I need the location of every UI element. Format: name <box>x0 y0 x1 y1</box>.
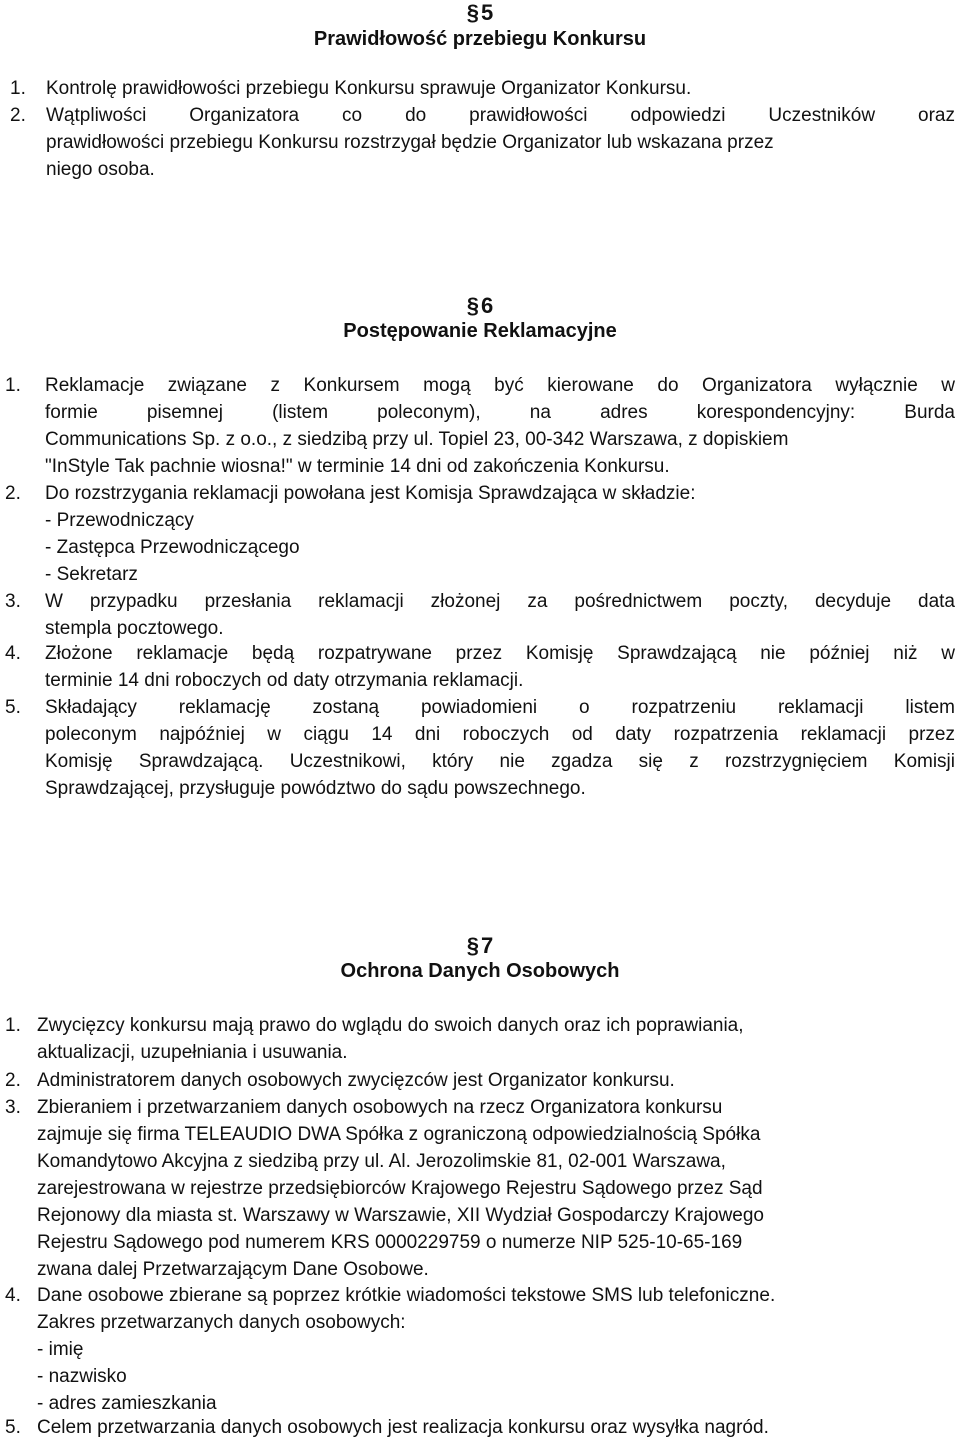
section-5-number: §5 <box>466 0 494 25</box>
section-symbol: § <box>466 933 479 958</box>
section-6-number: §6 <box>466 293 494 318</box>
section-symbol: § <box>466 293 479 318</box>
section-7-title: Ochrona Danych Osobowych <box>340 960 620 982</box>
section-6-title: Postępowanie Reklamacyjne <box>343 320 617 342</box>
section-symbol: § <box>466 0 479 25</box>
document-page: §5 Prawidłowość przebiegu Konkursu 1. Kontrolę prawidłowości przebiegu Konkursu sprawuje Organizator Konkursu. 2. Wątpliwości Organizatora co do prawidłowości odpowiedzi Uczestników oraz prawidłowości przebiegu Konkursu rozstrzygał będzie Organizator lub wskazana przez niego osoba. §6 Postępowanie Reklamacyjne 1. Reklamacje związane z Konkursem mogą być kierowane do Organizatora wyłącznie w formie pisemnej (listem poleconym), na adres korespondencyjny: Burda Communications Sp. z o.o., z siedzibą przy ul. Topiel 23, 00-342 Warszawa, z dopiskiem "InStyle Tak pachnie wiosna!" w terminie 14 dni od zakończenia Konkursu. 2. Do rozstrzygania reklamacji powołana jest Komisja Sprawdzająca w składzie: - Przewodniczący - Zastępca Przewodniczącego - Sekretarz 3. W przypadku przesłania reklamacji złożonej za pośrednictwem poczty, decyduje data stempla pocztowego. 4. Złożone reklamacje będą rozpatrywane przez Komisję Sprawdzającą nie później niż w terminie 14 dni roboczych od daty otrzymania reklamacji. 5. Składający reklamację zostaną powiadomieni o rozpatrzeniu reklamacji listem poleconym najpóźniej w ciągu 14 dni roboczych od daty rozpatrzenia reklamacji przez Komisję Sprawdzającą. Uczestnikowi, który nie zgadza się z rozstrzygnięciem Komisji Sprawdzającej, przysługuje powództwo do sądu powszechnego. §7 Ochrona Danych Osobowych 1. Zwycięzcy konkursu mają prawo do wglądu do swoich danych oraz ich poprawiania, aktualizacji, uzupełniania i usuwania. 2. Administratorem danych osobowych zwycięzców jest Organizator konkursu. 3. Zbieraniem i przetwarzaniem danych osobowych na rzecz Organizatora konkursu zajmuje się firma TELEAUDIO DWA Spółka z ograniczoną odpowiedzialnością Spółka Komandytowo Akcyjna z siedzibą przy ul. Al. Jerozolimskie 81, 02-001 Warszawa, zarejestrowana w rejestrze przedsiębiorców Krajowego Rejestru Sądowego przez Sąd Rejonowy dla miasta st. Warszawy w Warszawie, XII Wydział Gospodarczy Krajowego Rejestru Sądowego pod numerem KRS 0000229759 o numerze NIP 525-10-65-169 zwana dalej Przetwarzającym Dane Osobowe. 4. Dane osobowe zbierane są poprzez krótkie wiadomości tekstowe SMS lub telefoniczne. Zakres przetwarzanych danych osobowych: - imię - nazwisko - adres zamieszkania 5. Celem przetwarzania danych osobowych jest realizacja konkursu oraz wysyłka nagród. <box>0 0 960 1442</box>
section-7-number: §7 <box>466 933 494 958</box>
section-5-title: Prawidłowość przebiegu Konkursu <box>313 28 647 50</box>
